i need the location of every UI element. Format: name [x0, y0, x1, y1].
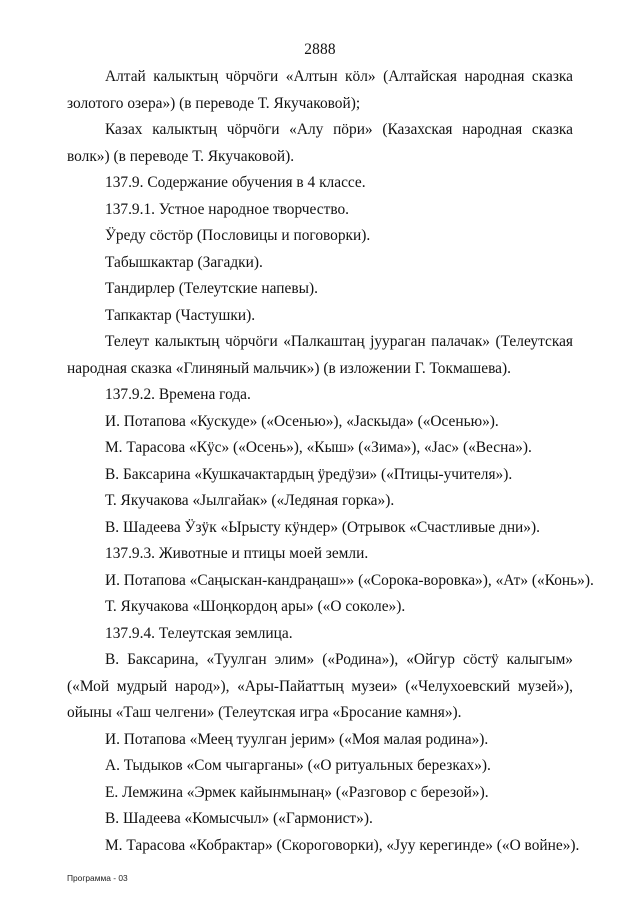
- text-line: А. Тыдыков «Сом чыгарганы» («О ритуальных березках»).: [105, 757, 491, 774]
- text-line: Т. Якучакова «Јылгайак» («Ледяная горка»).: [105, 492, 395, 509]
- text-line: 137.9.3. Животные и птицы моей земли.: [105, 545, 369, 562]
- text-line: В. Шадеева Ӱзӱк «Ырысту кӱндер» (Отрывок «Счастливые дни»).: [105, 518, 540, 536]
- text-line: («Мой мудрый народ»), «Ары-Пайаттың музеи» («Челухоевский музей»),: [67, 677, 573, 695]
- text-line: золотого озера») (в переводе Т. Якучаковой);: [67, 94, 361, 112]
- paragraph: [67, 409, 573, 436]
- text-line: М. Тарасова «Кӱс» («Осень»), «Кыш» («Зима»), «Јас» («Весна»).: [105, 439, 532, 456]
- paragraph: [67, 753, 573, 780]
- paragraph: [67, 515, 573, 542]
- paragraph: [67, 117, 573, 170]
- paragraph: [67, 276, 573, 303]
- text-line: Т. Якучакова «Шоңкордоң ары» («О соколе»).: [105, 598, 406, 615]
- text-line: И. Потапова «Саңыскан-кандраңаш»» («Сорока-воровка»), «Ат» («Конь»).: [105, 571, 594, 589]
- subsection-heading: [67, 197, 573, 224]
- paragraph: [67, 727, 573, 754]
- text-line: Телеут калыктың чӧрчӧги «Палкаштаң јуураган палачак» (Телеутская: [105, 333, 573, 350]
- paragraph: [67, 435, 573, 462]
- text-line: В. Баксарина, «Туулган элим» («Родина»), «Ойгур сӧстӱ калыгым»: [105, 651, 573, 668]
- paragraph: [67, 223, 573, 250]
- text-line: ойыны «Таш челгени» (Телеутская игра «Бросание камня»).: [67, 704, 462, 721]
- paragraph: [67, 806, 573, 833]
- text-line: народная сказка «Глиняный мальчик») (в изложении Г. Токмашева).: [67, 359, 511, 377]
- text-line: М. Тарасова «Кобрактар» (Скороговорки), «Јуу керегинде» («О войне»).: [105, 836, 580, 854]
- subsection-heading: [67, 621, 573, 648]
- paragraph: [67, 833, 580, 860]
- paragraph: [67, 462, 573, 489]
- paragraph: [67, 647, 573, 727]
- text-line: Тапкактар (Частушки).: [105, 306, 256, 324]
- paragraph: [67, 780, 573, 807]
- paragraph: [67, 250, 573, 277]
- text-line: Алтай калыктың чӧрчӧги «Алтын кӧл» (Алтайская народная сказка: [105, 68, 573, 85]
- text-line: 137.9. Содержание обучения в 4 классе.: [105, 174, 366, 191]
- text-line: Казах калыктың чӧрчӧги «Алу пӧри» (Казахская народная сказка: [105, 121, 573, 138]
- paragraph: [67, 594, 573, 621]
- page-footer: Программа - 03: [67, 873, 128, 883]
- paragraph: [67, 568, 594, 595]
- paragraph: [67, 488, 573, 515]
- section-heading: [67, 170, 573, 197]
- paragraph: [67, 303, 573, 330]
- text-line: И. Потапова «Кускуде» («Осенью»), «Јаскыда» («Осенью»).: [105, 412, 499, 430]
- text-line: Тандирлер (Телеутские напевы).: [105, 280, 318, 297]
- subsection-heading: [67, 541, 573, 568]
- text-line: волк») (в переводе Т. Якучаковой).: [67, 147, 295, 165]
- text-line: 137.9.2. Времена года.: [105, 386, 251, 403]
- text-line: И. Потапова «Меең туулган јерим» («Моя малая родина»).: [105, 730, 489, 748]
- document-body: [67, 64, 594, 859]
- text-line: В. Шадеева «Комысчыл» («Гармонист»).: [105, 810, 373, 827]
- text-line: Е. Лемжина «Эрмек кайынмынаң» («Разговор с березой»).: [105, 783, 489, 801]
- page-number: 2888: [304, 41, 336, 58]
- paragraph: [67, 64, 573, 117]
- text-line: Ӱреду сӧстӧр (Пословицы и поговорки).: [105, 227, 371, 244]
- text-line: Табышкактар (Загадки).: [105, 253, 263, 271]
- subsection-heading: [67, 382, 573, 409]
- text-line: 137.9.1. Устное народное творчество.: [105, 200, 350, 218]
- paragraph: [67, 329, 573, 382]
- text-line: 137.9.4. Телеутская землица.: [105, 624, 293, 642]
- text-line: В. Баксарина «Кушкачактардың ӱредӱзи» («Птицы-учителя»).: [105, 465, 513, 483]
